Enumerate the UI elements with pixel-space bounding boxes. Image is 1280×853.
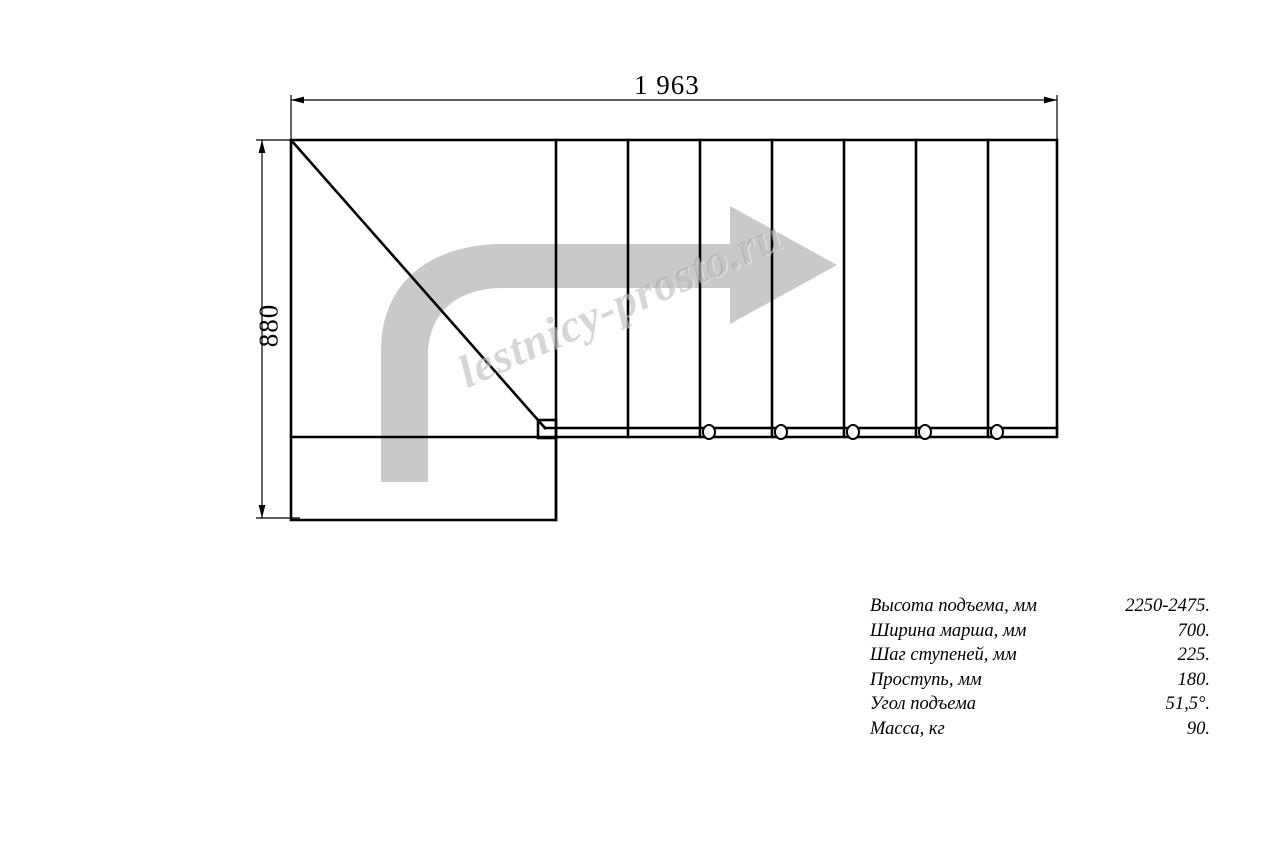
spec-value: 225. <box>1177 645 1210 666</box>
direction-of-travel-arrow <box>381 206 837 482</box>
spec-label: Проступь, мм <box>870 669 982 690</box>
spec-label: Ширина марша, мм <box>870 620 1027 641</box>
spec-label: Угол подъема <box>870 694 977 715</box>
table-row <box>870 643 1210 668</box>
specifications-table <box>870 594 1210 742</box>
table-row <box>870 668 1210 693</box>
spec-value: 51,5°. <box>1165 694 1210 715</box>
spec-value: 700. <box>1177 620 1210 641</box>
spec-label: Шаг ступеней, мм <box>870 645 1017 666</box>
width-dimension-line <box>291 95 1057 140</box>
spec-value: 2250-2475. <box>1125 596 1210 616</box>
spec-label: Масса, кг <box>870 718 945 739</box>
table-row <box>870 717 1210 742</box>
spec-label: Высота подъема, мм <box>870 596 1037 616</box>
spec-value: 90. <box>1186 718 1210 739</box>
overall-depth-label: 880 <box>253 303 284 348</box>
table-row <box>870 594 1210 619</box>
table-row <box>870 619 1210 644</box>
watermark-text: lestnicy-prosto.ru <box>450 208 790 398</box>
table-row <box>870 692 1210 717</box>
overall-width-label: 1 963 <box>634 70 700 100</box>
spec-value: 180. <box>1177 669 1210 690</box>
